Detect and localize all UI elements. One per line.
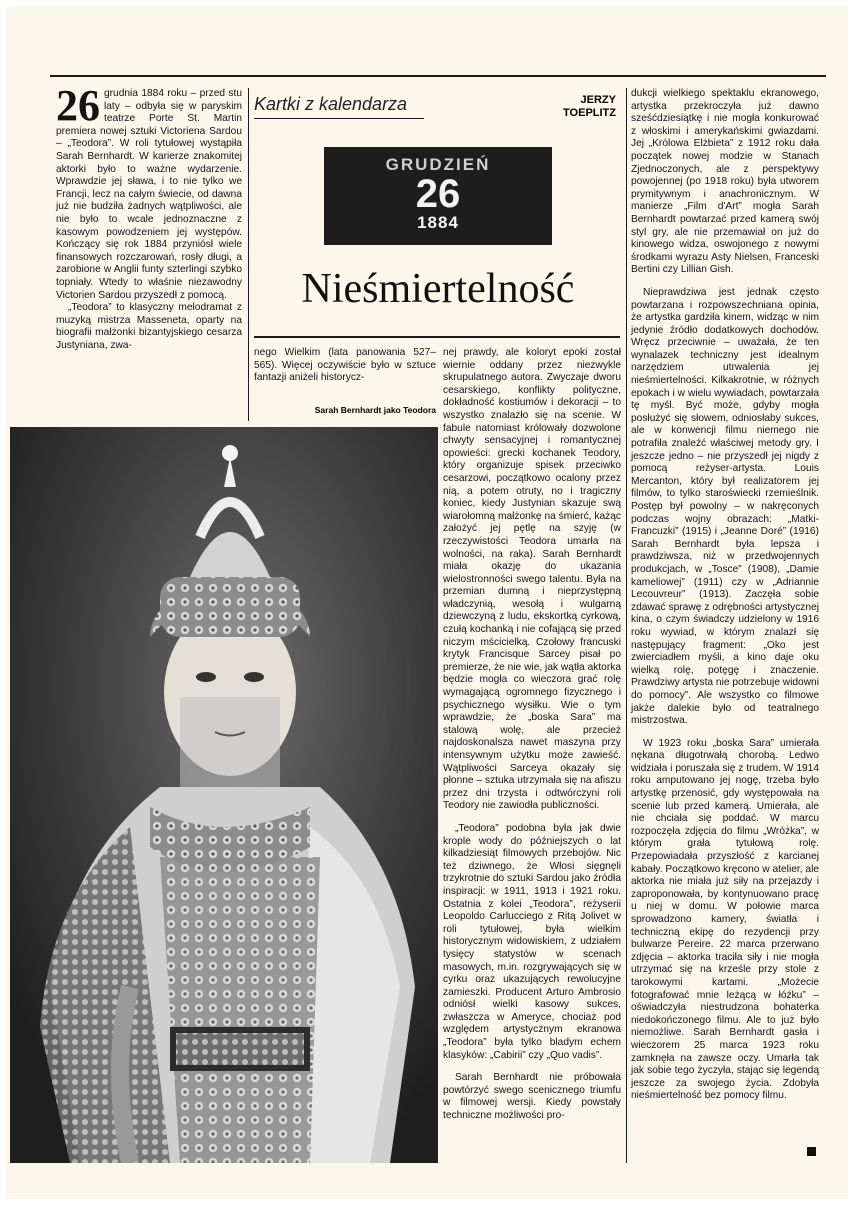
paragraph: Nieprawdziwa jest jednak często powtarzana i rozpowszechniana opinia, że artystka gardziła kinem, widząc w nim jedynie źródło dodatkowych dochodów. Wręcz przeciwnie – uważała, że ten wynalazek techniczny jest idealnym narzędziem utrwalenia jej nieśmiertelności. Kilkakrotnie, w różnych epokach i w wielu wywiadach, powtarzała tę myśl. Być może, gdyby mogła posłużyć się słowem, odniosłaby sukces, ale w konwencji filmu niemego nie potrafiła znaleźć właściwej metody gry. I jeszcze jedno – nie przyszedł jej nigdy z pomocą reżyser-artysta. Louis Mercanton, który był realizatorem jej filmów, to tylko staroświecki rzemieślnik. Postęp był powolny – w nakręconych podczas wojny obrazach: „Matki-Francuzki” (1915) i „Jeanne Doré” (1916) Sarah Bernhardt była lepsza i prawdziwsza, niż w przedwojennych produkcjach, w „Tosce” (1908), „Damie kameliowej” (1911) czy w „Adriannie Lecouvreur” (1913). Zaczęła sobie zdawać sprawę z odrębności artystycznej kina, o czym świadczy udzielony w 1916 roku wywiad, w którym znalazł się następujący fragment: „Oko jest zwierciadłem myśli, a kino daje oku wielką rolę, potęgę i znaczenie. Prawdziwy artysta nie potrzebuje widowni do pomocy”. Ale wszystko co filmowe jakże dalekie było od teatralnego mistrzostwa. bbox=[631, 286, 819, 727]
paragraph: nego Wielkim (lata panowania 527–565). Więcej oczywiście było w sztuce fantazji aniżeli historycz- bbox=[254, 347, 436, 384]
dropcap-day: 26 bbox=[56, 81, 100, 130]
paragraph: W 1923 roku „boska Sara” umierała nękana długotrwałą chorobą. Ledwo widziała i poruszała się z trudem. W 1914 roku amputowano jej nogę, trzeba było artystkę przenosić, gdy występowała na scenie lub przed kamerą. Umierała, ale nie chciała się poddać. W marcu rozpoczęła zdjęcia do filmu „Wróżka”, w którym grała tytułową rolę. Przepowiadała przyszłość z karcianej kabały. Początkowo kręcono w atelier, ale aktorka nie miała już siły na przejazdy i zaproponowała, by kontynuowano pracę u niej w domu. W połowie marca sprowadzono kamery, światła i techniczną ekipę do rezydencji przy bulwarze Pereire. 22 marca przerwano zdjęcia – aktorka traciła siły i nie mogła utrzymać się na krześle przy stole z tarokowymi kartami. „Możecie fotografować mnie leżącą w łóżku” – oświadczyła niestrudzona bohaterka niedokończonego filmu. Ale to już było niemożliwe. Sarah Bernhardt gasła i wieczorem 25 marca 1923 roku zamknęła na zawsze oczy. Umarła tak jak sobie tego życzyła, stając się legendą jeszcze za swojego życia. Zdobyła nieśmiertelność bez pomocy filmu. bbox=[631, 737, 819, 1102]
date-year: 1884 bbox=[417, 213, 459, 232]
portrait-illustration bbox=[10, 427, 438, 1163]
paragraph: nej prawdy, ale koloryt epoki został wiernie oddany przez niezwykle skrupulatnego autora. Zwyczaje dworu cesarskiego, konflikty polityczne, dokładność kostiumów i dekoracji – to wszystko znalazło się na scenie. W fabule natomiast królowały dozwolone chwyty sensacyjnej i romantycznej opowieści: grecki kochanek Teodory, który organizuje spisek przeciwko cesarzowi, początkowo ocalony przez nią, a potem otruty, no i tragiczny koniec, kiedy Justynian skazuje swą wiarołomną małżonkę na śmierć, każąc założyć jej pętlę na szyję (w rzeczywistości Teodora umarła na wolności, na raka). Sarah Bernhardt miała okazję do ukazania wielostronności swego talentu. Była na przemian dumną i nieprzystępną władczynią, wesołą i wulgarną dziewczyną z ludu, ekskortką cyrkową, czułą kochanką i nie cofającą się przed niczym mścicielką. Czołowy francuski krytyk Francisque Sarcey pisał po premierze, że nie wie, jak wątła aktorka będzie mogła co wieczora grać rolę wymagającą ogromnego fizycznego i psychicznego wysiłku. Wie o tym wprawdzie, że „boska Sara” ma stalową wolę, ale przecież najdoskonalsza nawet maszyna przy intensywnym użytku może zawieść. Wątpliwości Sarceya okazały się płonne – sztuka utrzymała się na afiszu przez dni trzysta i odtwórczyni roli Teodory nie zawiodła publiczności. bbox=[443, 347, 621, 812]
author-name: JERZY TOEPLITZ bbox=[563, 94, 616, 119]
headline-rule bbox=[254, 336, 620, 338]
portrait-photo bbox=[10, 427, 438, 1163]
paragraph: „Teodora” podobna była jak dwie krople wody do późniejszych o lat kilkadziesiąt filmowych przebojów. Nic też dziwnego, że Włosi sięgnęli trzykrotnie do sztuki Sardou jako źródła inspiracji: w 1911, 1913 i 1921 roku. Ostatnia z kolei „Teodora”, reżyserii Leopoldo Carlucciego z Ritą Jolivet w roli tytułowej, była wielkim historycznym widowiskiem, z udziałem tysięcy statystów w scenach masowych, m.in. rozgrywających się w cyrku oraz ukazujących rewolucyjne zamieszki. Producent Arturo Ambrosio odniósł wielki kasowy sukces, zwłaszcza w Ameryce, chociaż pod względem artystycznym ekranowa „Teodora” była tylko bladym echem klasyków: „Cabirii” czy „Quo vadis”. bbox=[443, 822, 621, 1061]
newspaper-page bbox=[6, 6, 848, 1199]
photo-caption: Sarah Bernhardt jako Teodora bbox=[314, 405, 436, 415]
headline: Nieśmiertelność bbox=[301, 266, 575, 312]
date-month: GRUDZIEŃ bbox=[385, 155, 491, 174]
paragraph: grudnia 1884 roku – przed stu laty – odbyła się w paryskim teatrze Porte St. Martin premiera nowej sztuki Victoriena Sardou – „Teodora”. W roli tytułowej wystąpiła Sarah Bernhardt. W karierze znakomitej aktorki było to ważne wydarzenie. Wprawdzie jej sława, i to nie tylko we Francji, lecz na całym świecie, od dawna już nie budziła żadnych wątpliwości, ale nie było to wcale jednoznaczne z kasowym powodzeniem jej występów. Kończący się rok 1884 przyniósł wiele finansowych rozczarowań, rosły długi, a zarobione w Anglii funty szterlingi szybko topniały. Wtedy to właśnie niezawodny Victorien Sardou przyszedł z pomocą. bbox=[56, 88, 242, 301]
section-title: Kartki z kalendarza bbox=[254, 94, 408, 114]
paragraph: dukcji wielkiego spektaklu ekranowego, artystka przekroczyła już dawno sześćdziesiątkę i nie mogła konkurować z włoskimi i amerykańskimi gwiazdami. Jej „Królowa Elżbieta” z 1912 roku dała początek nowej modzie w Stanach Zjednoczonych, ale z perspektywy powojennej (po 1918 roku) była utworem prymitywnym i anachronicznym. W manierze „Film d'Art” mogła Sarah Bernhardt powtarzać przed kamerą swój styl gry, ale nie przemawiał on już do kinowego widza, oswojonego z nowymi środkami wyrazu Asty Nielsen, Franceski Bertini czy Lillian Gish. bbox=[631, 88, 819, 276]
column-rule-1 bbox=[248, 88, 249, 421]
column-rule-3 bbox=[626, 88, 627, 1163]
paragraph: „Teodora” to klasyczny melodramat z muzyką mistrza Masseneta, oparty na biografii małżonki bizantyjskiego cesarza Justyniana, zwa- bbox=[56, 302, 242, 351]
article-column-3 bbox=[443, 347, 621, 1123]
paragraph: Sarah Bernhardt nie próbowała powtórzyć swego scenicznego triumfu w filmowej wersji. Kiedy powstały techniczne możliwości pro- bbox=[443, 1072, 621, 1122]
article-column-1 bbox=[56, 81, 242, 352]
date-day: 26 bbox=[415, 172, 461, 216]
section-underline bbox=[254, 118, 424, 119]
article-column-2 bbox=[254, 347, 436, 385]
end-of-article-mark bbox=[807, 1147, 816, 1156]
date-box bbox=[324, 147, 552, 245]
article-column-4 bbox=[631, 88, 819, 1103]
top-rule bbox=[50, 75, 826, 77]
